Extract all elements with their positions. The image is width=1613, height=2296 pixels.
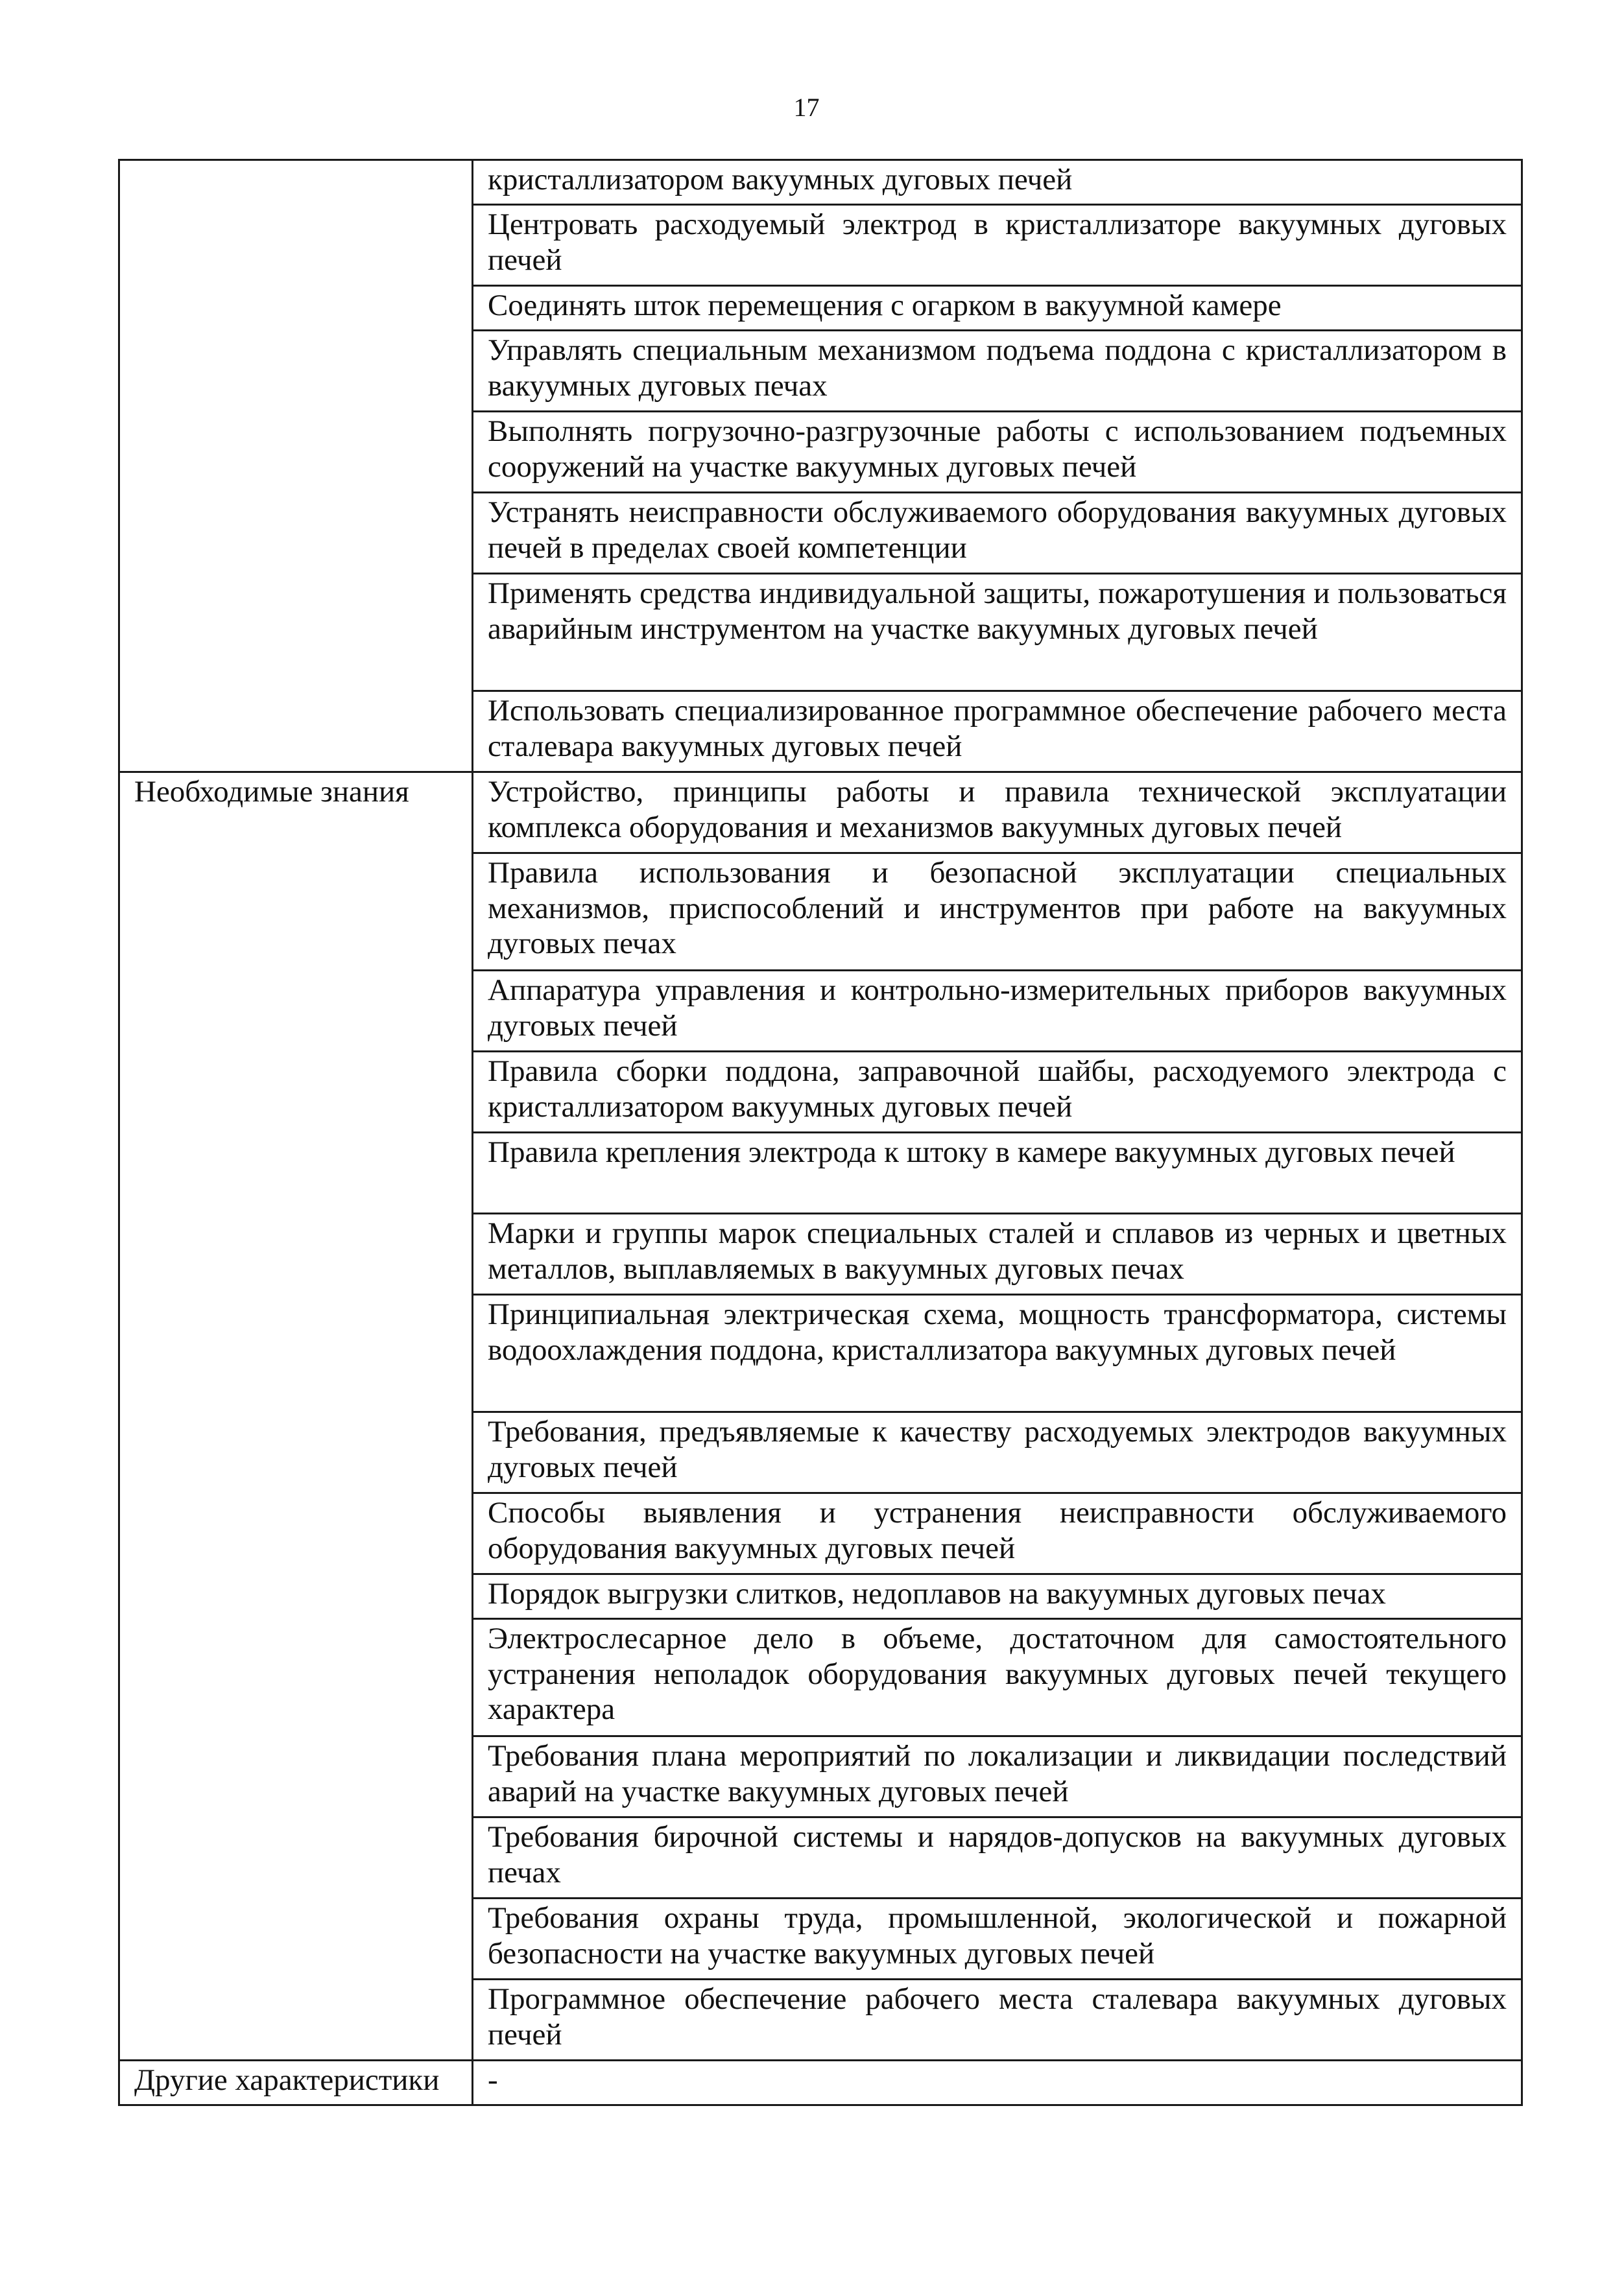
knowledge-item: Марки и группы марок специальных сталей и сплавов из черных и цветных металлов, выплавляемых в вакуумных дуговых печах <box>473 1214 1522 1295</box>
knowledge-item: Правила крепления электрода к штоку в камере вакуумных дуговых печей <box>473 1133 1522 1214</box>
knowledge-item: Электрослесарное дело в объеме, достаточном для самостоятельного устранения неполадок оборудования вакуумных дуговых печей текущего характера <box>473 1619 1522 1736</box>
knowledge-item: Способы выявления и устранения неисправности обслуживаемого оборудования вакуумных дуговых печей <box>473 1493 1522 1574</box>
knowledge-item: Устройство, принципы работы и правила технической эксплуатации комплекса оборудования и механизмов вакуумных дуговых печей <box>473 772 1522 853</box>
other-characteristics-value: - <box>473 2061 1522 2105</box>
skill-item: Управлять специальным механизмом подъема поддона с кристаллизатором в вакуумных дуговых печах <box>473 331 1522 412</box>
table-row <box>119 2061 1522 2105</box>
knowledge-item: Требования плана мероприятий по локализации и ликвидации последствий аварий на участке вакуумных дуговых печей <box>473 1736 1522 1817</box>
knowledge-item: Аппаратура управления и контрольно-измерительных приборов вакуумных дуговых печей <box>473 971 1522 1052</box>
skill-item: Выполнять погрузочно-разгрузочные работы с использованием подъемных сооружений на участке вакуумных дуговых печей <box>473 412 1522 493</box>
skill-item: Применять средства индивидуальной защиты, пожаротушения и пользоваться аварийным инструментом на участке вакуумных дуговых печей <box>473 574 1522 691</box>
knowledge-item: Требования охраны труда, промышленной, экологической и пожарной безопасности на участке вакуумных дуговых печей <box>473 1899 1522 1980</box>
skill-item: кристаллизатором вакуумных дуговых печей <box>473 160 1522 205</box>
table-row <box>119 160 1522 205</box>
page-number: 17 <box>793 93 820 122</box>
skill-item: Устранять неисправности обслуживаемого оборудования вакуумных дуговых печей в пределах своей компетенции <box>473 493 1522 574</box>
skills-continuation-label-cell <box>119 160 473 772</box>
skill-item: Использовать специализированное программное обеспечение рабочего места сталевара вакуумных дуговых печей <box>473 691 1522 772</box>
knowledge-item: Принципиальная электрическая схема, мощность трансформатора, системы водоохлаждения поддона, кристаллизатора вакуумных дуговых печей <box>473 1295 1522 1412</box>
skill-item: Соединять шток перемещения с огарком в вакуумной камере <box>473 286 1522 331</box>
knowledge-item: Требования, предъявляемые к качеству расходуемых электродов вакуумных дуговых печей <box>473 1412 1522 1493</box>
competency-table <box>118 159 1523 2106</box>
knowledge-label: Необходимые знания <box>119 772 473 2061</box>
knowledge-item: Правила сборки поддона, заправочной шайбы, расходуемого электрода с кристаллизатором вакуумных дуговых печей <box>473 1052 1522 1133</box>
knowledge-item: Требования бирочной системы и нарядов-допусков на вакуумных дуговых печах <box>473 1817 1522 1899</box>
knowledge-item: Правила использования и безопасной эксплуатации специальных механизмов, приспособлений и инструментов при работе на вакуумных дуговых печах <box>473 853 1522 971</box>
knowledge-item: Программное обеспечение рабочего места сталевара вакуумных дуговых печей <box>473 1980 1522 2061</box>
table-row <box>119 772 1522 853</box>
other-characteristics-label: Другие характеристики <box>119 2061 473 2105</box>
knowledge-item: Порядок выгрузки слитков, недоплавов на вакуумных дуговых печах <box>473 1574 1522 1619</box>
skill-item: Центровать расходуемый электрод в кристаллизаторе вакуумных дуговых печей <box>473 205 1522 286</box>
